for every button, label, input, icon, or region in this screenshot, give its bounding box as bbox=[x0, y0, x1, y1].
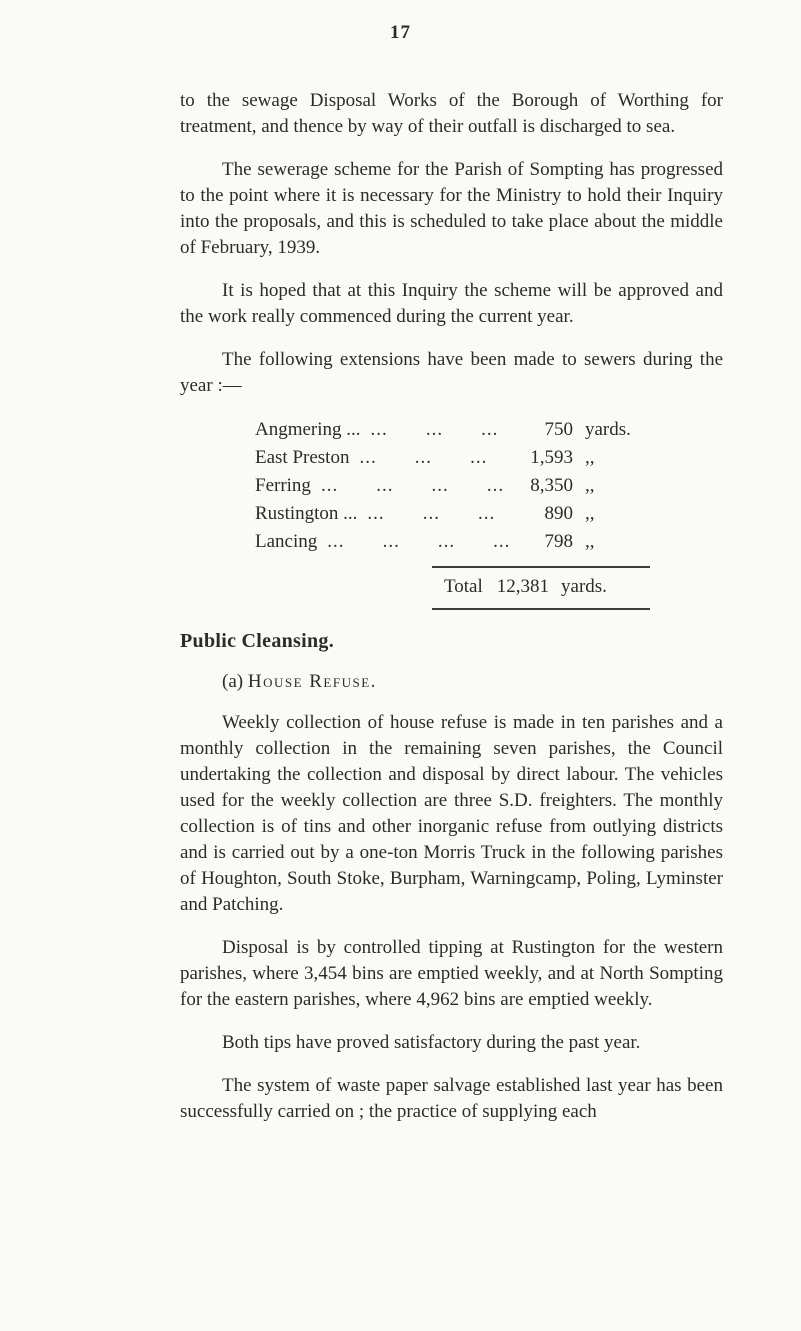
cleansing-paragraph-1: Weekly collection of house refuse is made in ten parishes and a monthly collection in the remaining seven parishes, the Council undertaking the collection and disposal by direct labour. The vehicles used for the weekly collection are three S.D. freighters. The monthly collection is of tins and other inorganic refuse from outlying districts and is carried out by a one-ton Morris Truck in the following parishes of Houghton, South Stoke, Burpham, Warningcamp, Poling, Lyminster and Patching. bbox=[180, 712, 723, 915]
extension-name: Angmering ... bbox=[255, 419, 361, 440]
leader-dots: ... ... ... bbox=[367, 503, 496, 524]
cleansing-paragraph-4: The system of waste paper salvage established last year has been successfully carried on ; the practice of supplying each bbox=[180, 1075, 723, 1122]
extension-value: 890 bbox=[544, 503, 573, 524]
intro-paragraph-3: It is hoped that at this Inquiry the scheme will be approved and the work really commenced during the current year. bbox=[180, 280, 723, 327]
subsection-heading-house-refuse bbox=[180, 671, 723, 693]
extension-value: 750 bbox=[544, 419, 573, 440]
leader-dots: ... ... ... ... bbox=[327, 531, 511, 552]
table-row bbox=[255, 416, 651, 444]
table-row bbox=[255, 500, 651, 528]
total-rule-bottom bbox=[432, 608, 650, 610]
extension-name: Ferring bbox=[255, 475, 311, 496]
intro-paragraph-4: The following extensions have been made to sewers during the year :— bbox=[180, 349, 723, 396]
leader-dots: ... ... ... bbox=[370, 419, 499, 440]
intro-paragraph-2: The sewerage scheme for the Parish of Sompting has progressed to the point where it is necessary for the Ministry to hold their Inquiry into the proposals, and this is scheduled to take place about the middle of February, 1939. bbox=[180, 159, 723, 258]
extension-value: 798 bbox=[544, 531, 573, 552]
cleansing-paragraph-2: Disposal is by controlled tipping at Rustington for the western parishes, where 3,454 bins are emptied weekly, and at North Sompting for the eastern parishes, where 4,962 bins are emptied weekly. bbox=[180, 937, 723, 1010]
intro-paragraph-1: to the sewage Disposal Works of the Borough of Worthing for treatment, and thence by way of their outfall is discharged to sea. bbox=[180, 90, 723, 137]
extension-unit: ,, bbox=[585, 503, 595, 524]
extensions-total-block bbox=[432, 566, 650, 610]
total-value: 12,381 bbox=[496, 576, 550, 597]
subsection-title: House Refuse. bbox=[247, 671, 377, 692]
cleansing-paragraph-3: Both tips have proved satisfactory during the past year. bbox=[222, 1032, 641, 1053]
extension-unit: yards. bbox=[585, 419, 631, 440]
table-row bbox=[255, 444, 651, 472]
table-row bbox=[255, 528, 651, 556]
subsection-prefix: (a) bbox=[222, 671, 248, 692]
extension-name: Lancing bbox=[255, 531, 318, 552]
extension-name: East Preston bbox=[255, 447, 350, 468]
extension-value: 8,350 bbox=[530, 475, 573, 496]
extensions-table bbox=[255, 416, 651, 556]
table-row bbox=[255, 472, 651, 500]
leader-dots: ... ... ... ... bbox=[320, 475, 505, 496]
leader-dots: ... ... ... bbox=[359, 447, 488, 468]
extension-name: Rustington ... bbox=[255, 503, 358, 524]
extension-unit: ,, bbox=[585, 447, 595, 468]
total-line bbox=[432, 568, 650, 608]
section-heading-public-cleansing: Public Cleansing. bbox=[180, 630, 335, 652]
total-label: Total bbox=[444, 576, 483, 597]
page-number: 17 bbox=[390, 22, 411, 43]
total-unit: yards. bbox=[561, 576, 607, 597]
extension-unit: ,, bbox=[585, 531, 595, 552]
extension-unit: ,, bbox=[585, 475, 595, 496]
extension-value: 1,593 bbox=[530, 447, 573, 468]
